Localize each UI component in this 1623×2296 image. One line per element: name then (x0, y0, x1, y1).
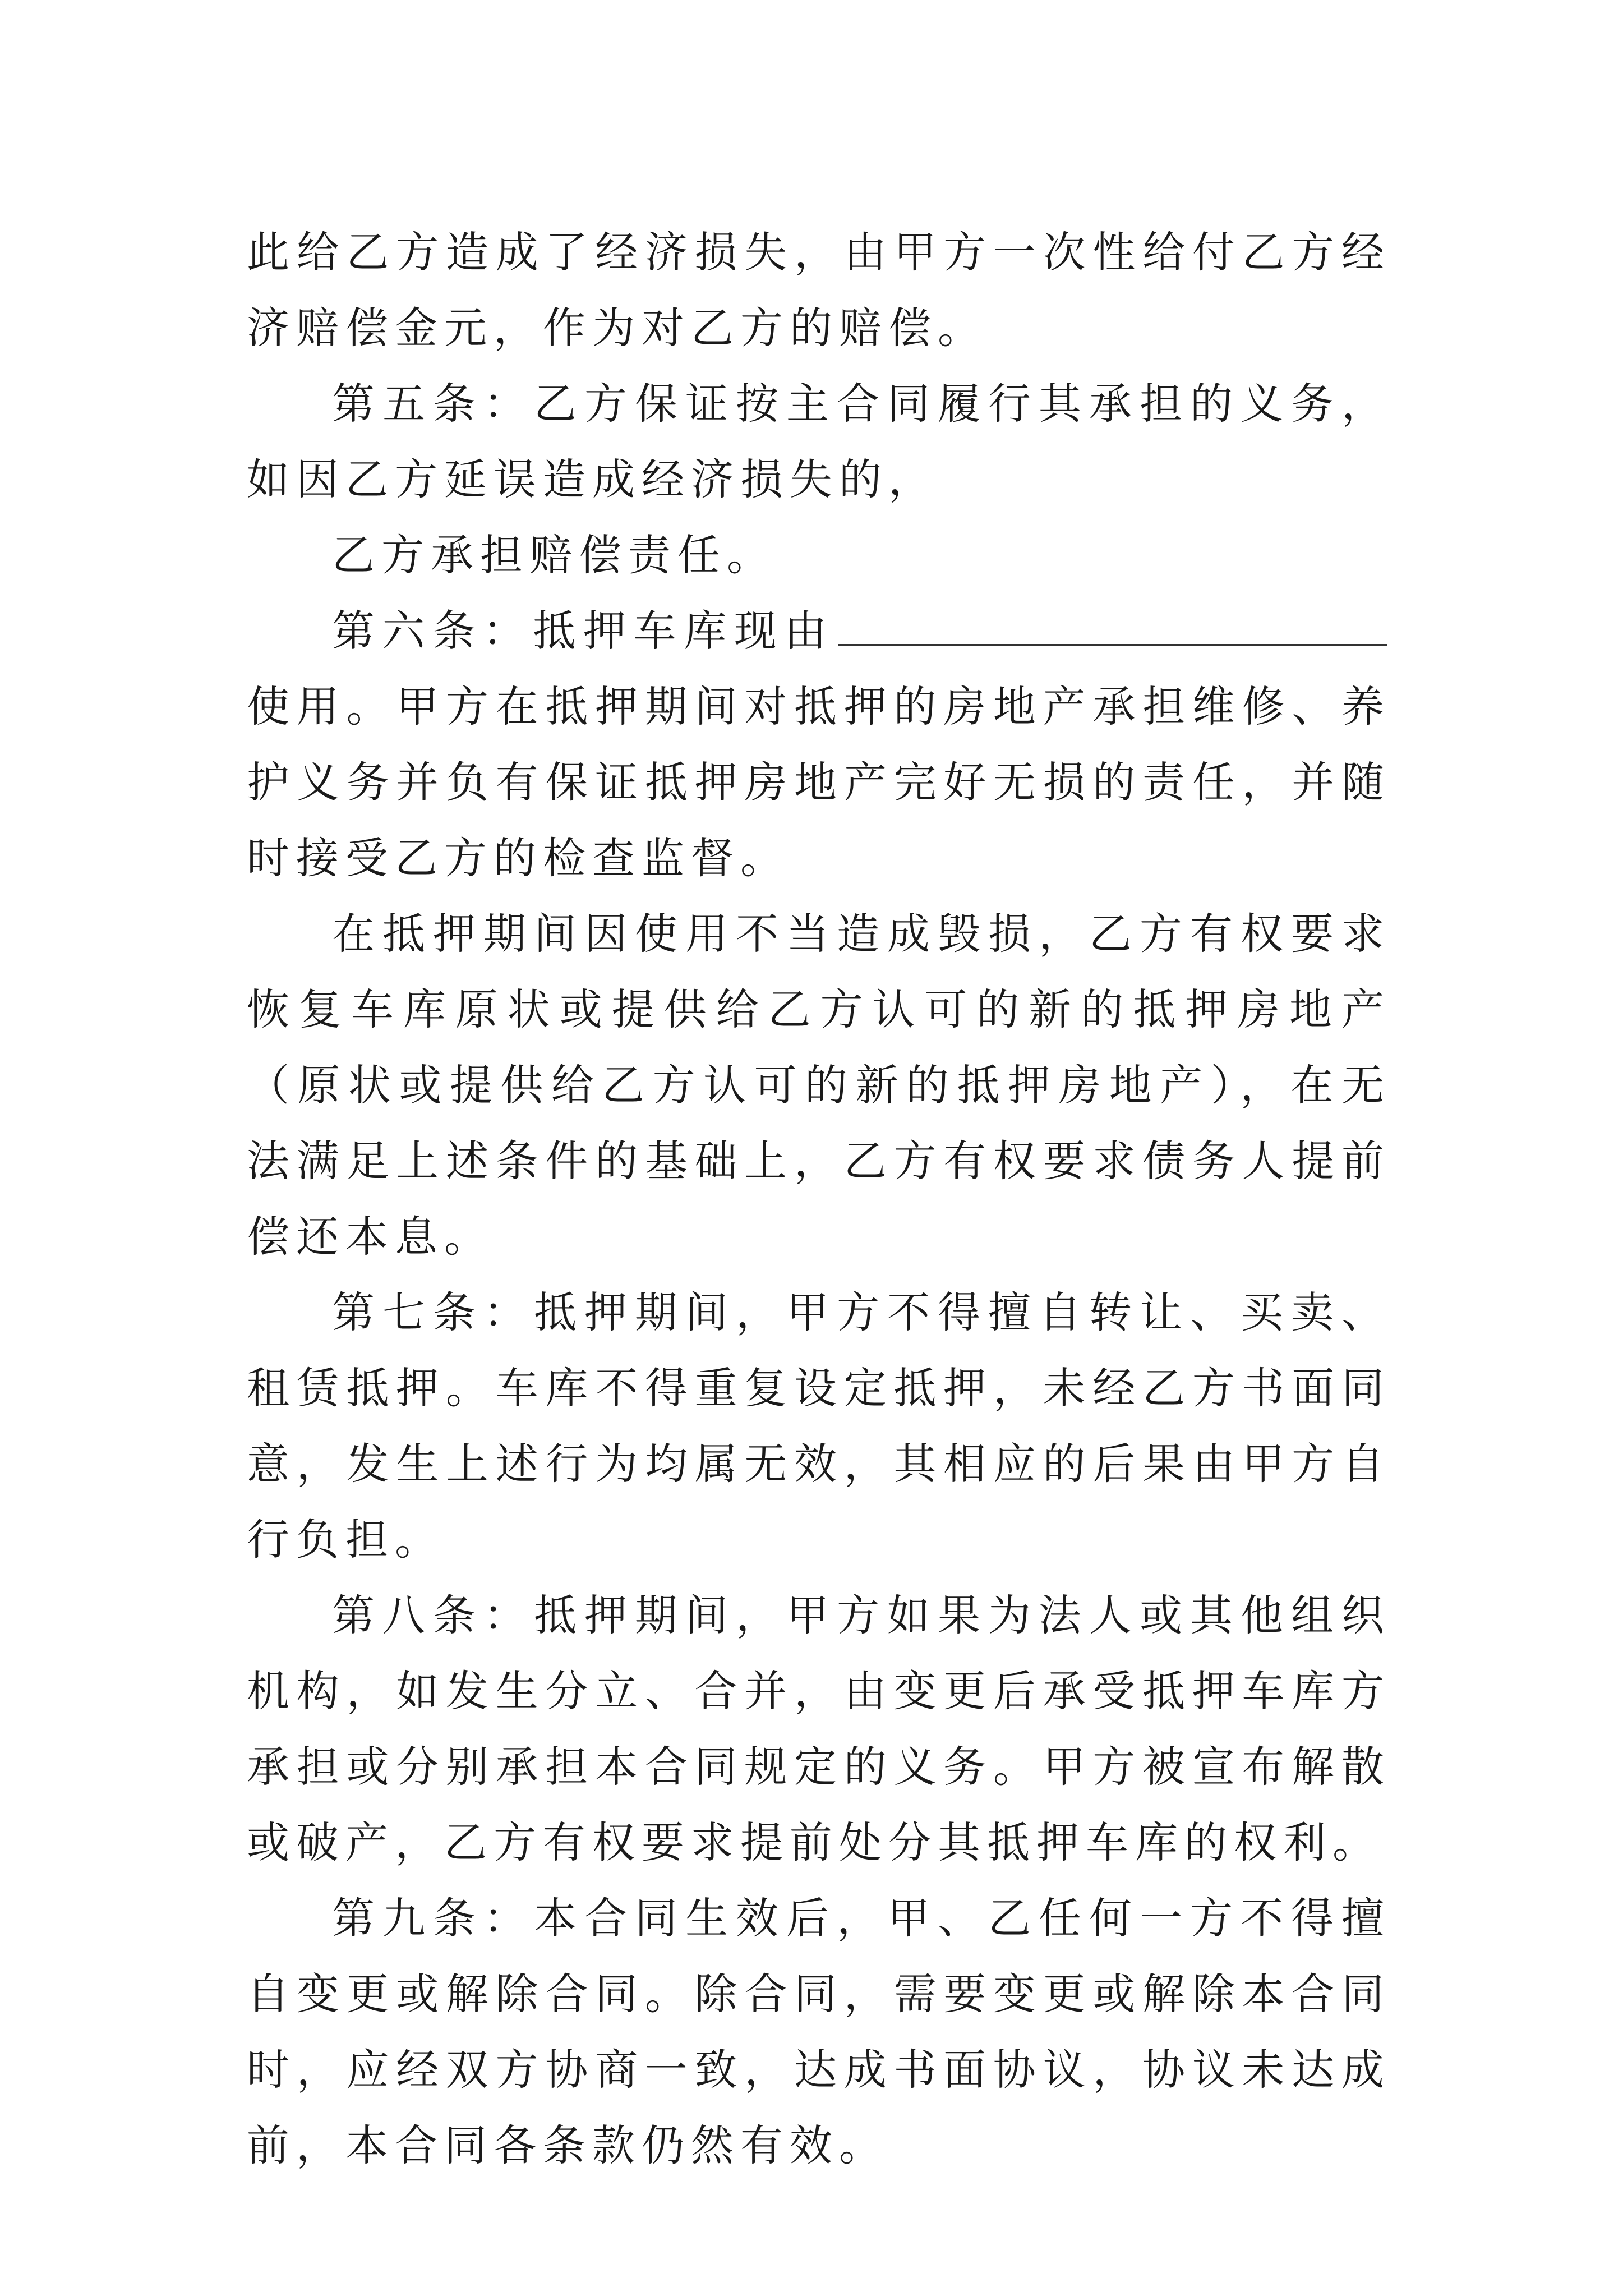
article-6-fill-in-blank[interactable] (838, 605, 1387, 646)
paragraph-article-9: 第九条：本合同生效后，甲、乙任何一方不得擅自变更或解除合同。除合同，需要变更或解除本合同时，应经双方协商一致，达成书面协议，协议未达成前，本合同各条款仍然有效。 (247, 1893, 1391, 2170)
paragraph-compensation-continued: 此给乙方造成了经济损失，由甲方一次性给付乙方经济赔偿金元，作为对乙方的赔偿。 (247, 227, 1391, 353)
article-6-text-after-blank: 使用。甲方在抵押期间对抵押的房地产承担维修、养护义务并负有保证抵押房地产完好无损的责任，并随时接受乙方的检查监督。 (247, 682, 1391, 883)
paragraph-article-5: 第五条：乙方保证按主合同履行其承担的义务，如因乙方延误造成经济损失的， (247, 379, 1391, 504)
paragraph-article-7: 第七条：抵押期间，甲方不得擅自转让、买卖、租赁抵押。车库不得重复设定抵押，未经乙方书面同意，发生上述行为均属无效，其相应的后果由甲方自行负担。 (247, 1287, 1391, 1565)
paragraph-damage-restoration: 在抵押期间因使用不当造成毁损，乙方有权要求恢复车库原状或提供给乙方认可的新的抵押房地产（原状或提供给乙方认可的新的抵押房地产），在无法满足上述条件的基础上，乙方有权要求债务人提前偿还本息。 (247, 909, 1391, 1262)
paragraph-article-6 (247, 593, 1391, 896)
paragraph-article-5-liability: 乙方承担赔偿责任。 (332, 530, 776, 580)
paragraph-article-8: 第八条：抵押期间，甲方如果为法人或其他组织机构，如发生分立、合并，由变更后承受抵押车库方承担或分别承担本合同规定的义务。甲方被宣布解散或破产，乙方有权要求提前处分其抵押车库的权利。 (247, 1590, 1391, 1867)
article-6-text-before-blank: 第六条：抵押车库现由 (332, 606, 834, 656)
document-body (247, 214, 1391, 2183)
